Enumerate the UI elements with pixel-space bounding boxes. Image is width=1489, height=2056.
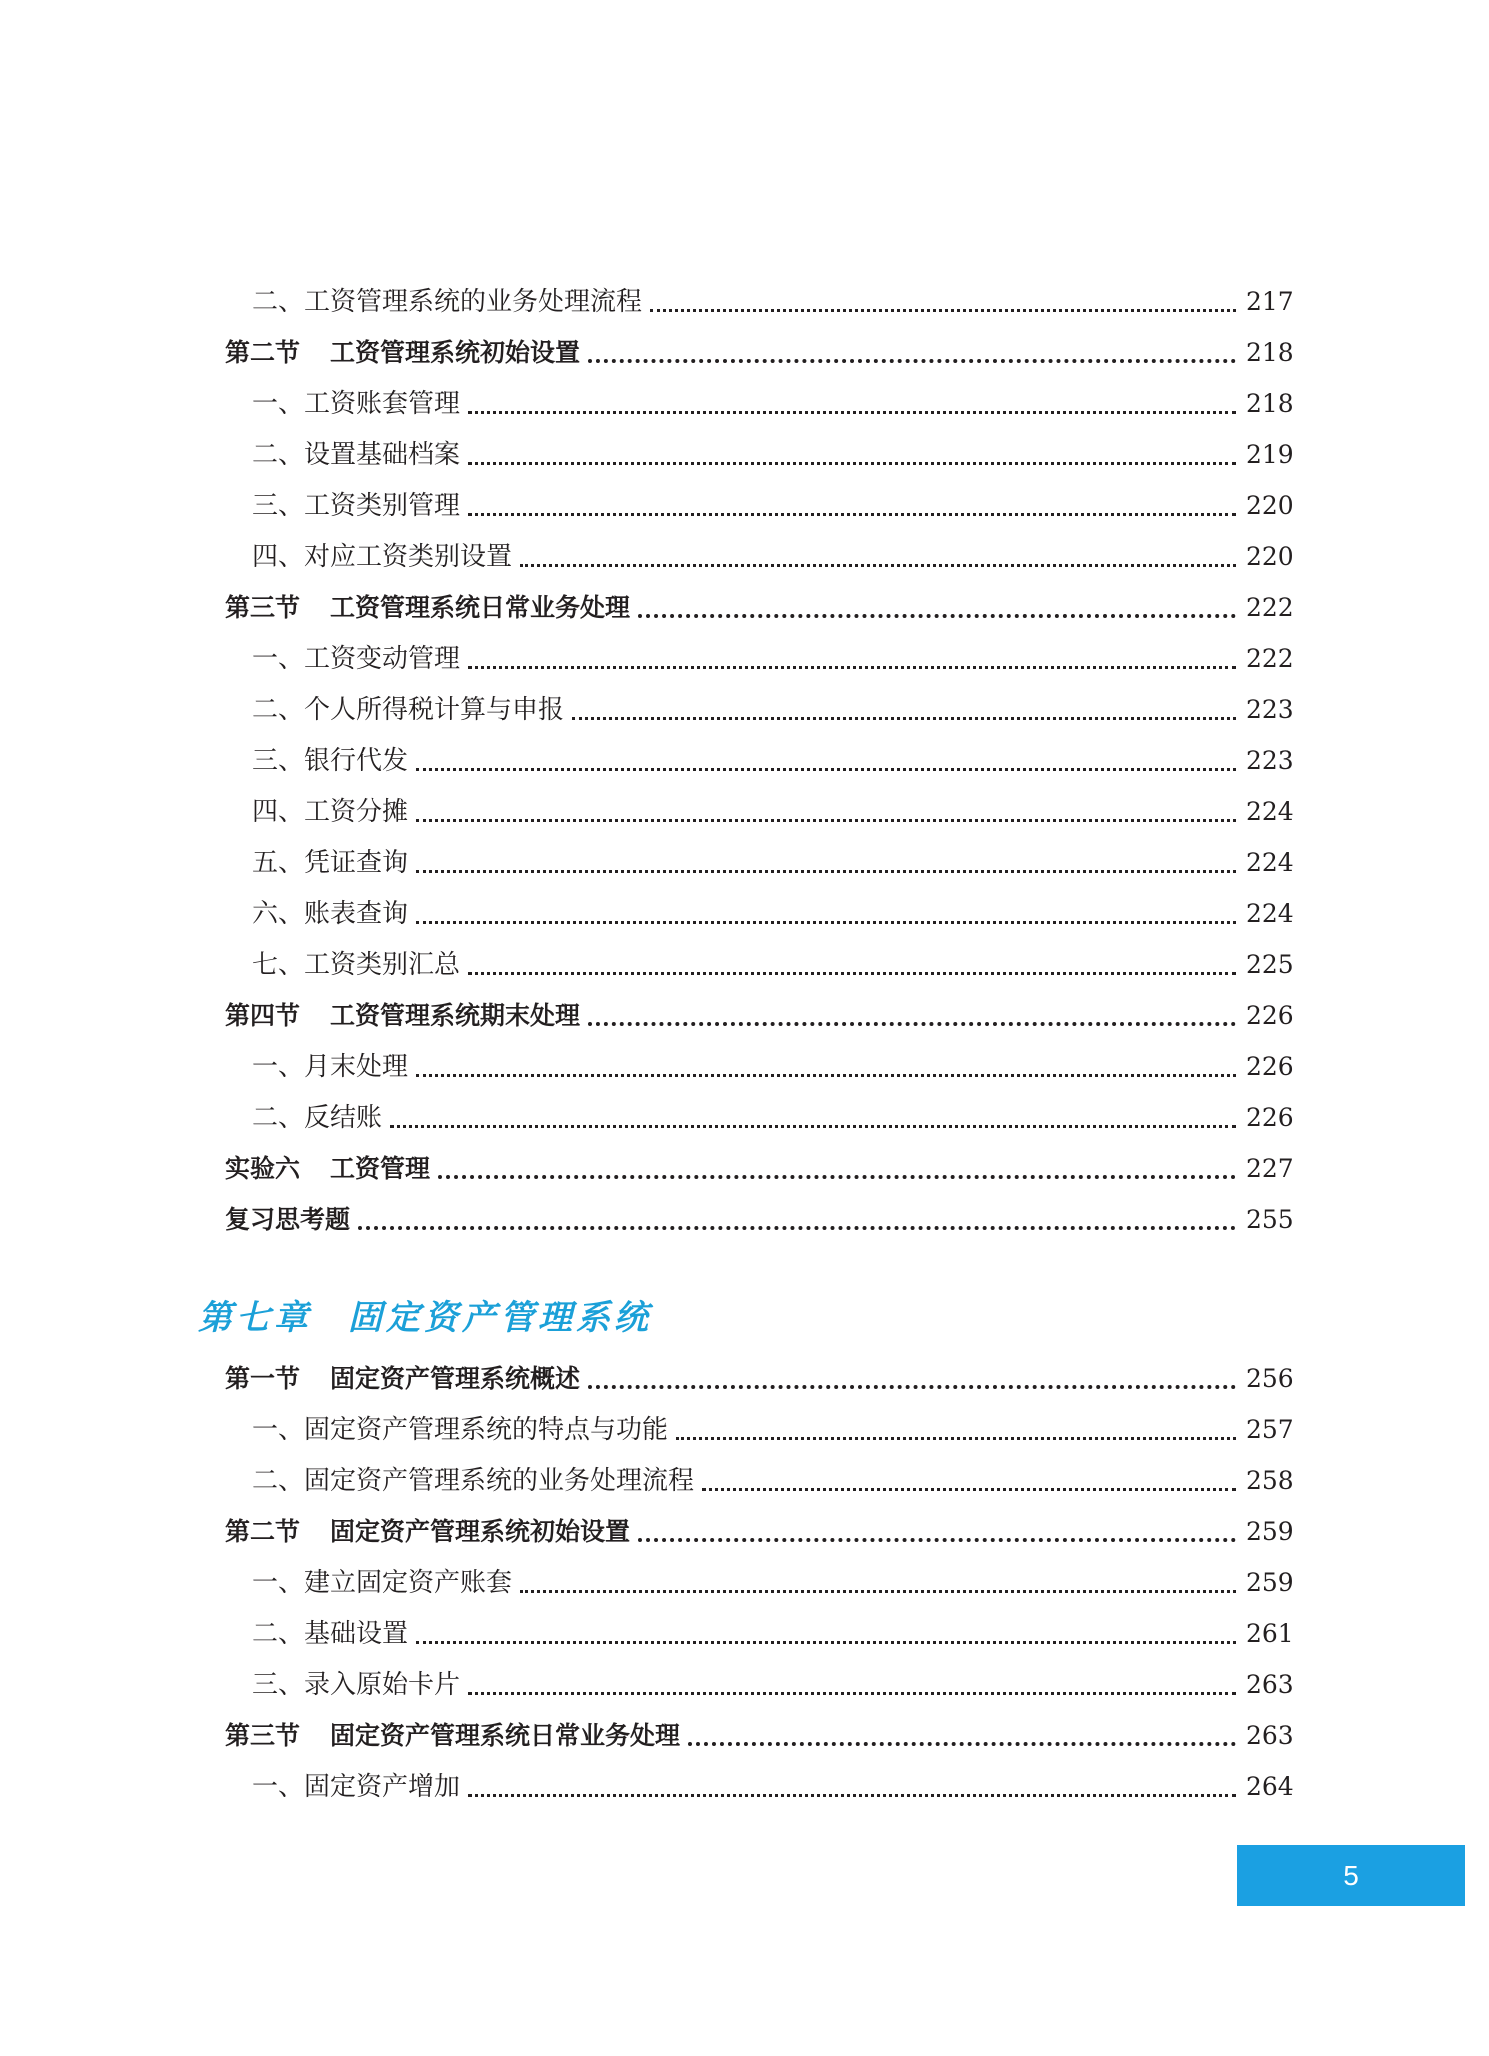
toc-section-title	[225, 996, 580, 1036]
toc-entry[interactable]	[252, 435, 1294, 475]
dot-leader	[468, 462, 1236, 465]
dot-leader	[520, 1590, 1236, 1593]
toc-entry-title: 一、固定资产管理系统的特点与功能	[252, 1415, 669, 1445]
toc-section-label: 第三节	[225, 1721, 301, 1750]
toc-section-label: 第三节	[225, 593, 301, 622]
toc-entry-title: 二、工资管理系统的业务处理流程	[252, 287, 643, 317]
toc-entry-page: 226	[1246, 1103, 1294, 1132]
toc-section-label: 第二节	[225, 1517, 301, 1546]
toc-entry[interactable]	[252, 1665, 1294, 1705]
toc-section-name: 固定资产管理系统概述	[330, 1364, 581, 1393]
toc-entry-page: 256	[1246, 1364, 1294, 1393]
dot-leader	[572, 717, 1236, 720]
toc-entry[interactable]	[252, 894, 1294, 934]
toc-entry[interactable]	[252, 1047, 1294, 1087]
toc-section[interactable]	[225, 1359, 1294, 1399]
dot-leader	[676, 1437, 1236, 1440]
toc-entry[interactable]	[252, 1410, 1294, 1450]
toc-section-title: 复习思考题	[225, 1205, 351, 1234]
toc-entry-page: 220	[1246, 491, 1294, 520]
toc-entry[interactable]	[252, 1098, 1294, 1138]
dot-leader	[416, 1641, 1236, 1644]
toc-entry-title: 一、固定资产增加	[252, 1772, 461, 1802]
toc-entry-page: 217	[1246, 287, 1294, 316]
dot-leader	[638, 1538, 1236, 1542]
toc-entry-title: 五、凭证查询	[252, 848, 409, 878]
toc-section-title	[225, 1512, 630, 1552]
toc-entry-page: 255	[1246, 1205, 1294, 1234]
toc-entry-title: 二、设置基础档案	[252, 440, 461, 470]
dot-leader	[468, 972, 1236, 975]
toc-entry[interactable]	[252, 1767, 1294, 1807]
toc-entry[interactable]	[252, 537, 1294, 577]
toc-section-name: 工资管理系统初始设置	[330, 338, 581, 367]
toc-entry[interactable]	[252, 1563, 1294, 1603]
dot-leader	[468, 1692, 1236, 1695]
toc-entry[interactable]	[252, 384, 1294, 424]
toc-section-name: 工资管理	[330, 1154, 431, 1183]
toc-entry[interactable]	[252, 282, 1294, 322]
toc-entry-title: 三、银行代发	[252, 746, 409, 776]
toc-entry-title: 一、建立固定资产账套	[252, 1568, 513, 1598]
toc-section-title	[225, 333, 580, 373]
toc-entry-page: 263	[1246, 1721, 1294, 1750]
toc-section[interactable]	[225, 996, 1294, 1036]
page-number-tab	[1237, 1845, 1465, 1906]
toc-entry-page: 261	[1246, 1619, 1294, 1648]
toc-entry-title: 三、工资类别管理	[252, 491, 461, 521]
toc-entry-page: 257	[1246, 1415, 1294, 1444]
dot-leader	[588, 1022, 1236, 1026]
chapter-title: 固定资产管理系统	[348, 1298, 652, 1338]
dot-leader	[416, 819, 1236, 822]
toc-entry[interactable]	[252, 843, 1294, 883]
toc-entry[interactable]	[252, 639, 1294, 679]
toc-entry-page: 220	[1246, 542, 1294, 571]
toc-entry-page: 222	[1246, 593, 1294, 622]
dot-leader	[390, 1125, 1236, 1128]
dot-leader	[588, 359, 1236, 363]
toc-section[interactable]	[225, 1716, 1294, 1756]
toc-section-label: 第二节	[225, 338, 301, 367]
toc-section-title	[225, 1716, 680, 1756]
toc-entry-page: 223	[1246, 746, 1294, 775]
toc-entry-page: 218	[1246, 389, 1294, 418]
toc-entry-title: 二、基础设置	[252, 1619, 409, 1649]
toc-entry-page: 222	[1246, 644, 1294, 673]
dot-leader	[520, 564, 1236, 567]
toc-section[interactable]	[225, 1200, 1294, 1240]
toc-entry-title: 二、个人所得税计算与申报	[252, 695, 565, 725]
toc-section-title	[225, 588, 630, 628]
dot-leader	[358, 1226, 1236, 1230]
toc-section-name: 固定资产管理系统初始设置	[330, 1517, 631, 1546]
toc-entry[interactable]	[252, 792, 1294, 832]
dot-leader	[588, 1385, 1236, 1389]
toc-section-title	[225, 1359, 580, 1399]
dot-leader	[468, 1794, 1236, 1797]
dot-leader	[416, 1074, 1236, 1077]
page-number: 5	[1343, 1859, 1359, 1891]
toc-entry-title: 一、工资账套管理	[252, 389, 461, 419]
toc-entry-page: 223	[1246, 695, 1294, 724]
toc-entry-title: 三、录入原始卡片	[252, 1670, 461, 1700]
dot-leader	[688, 1742, 1236, 1746]
toc-entry-title: 二、反结账	[252, 1103, 383, 1133]
toc-entry-page: 224	[1246, 899, 1294, 928]
dot-leader	[702, 1488, 1236, 1491]
toc-entry[interactable]	[252, 741, 1294, 781]
toc-entry-title: 一、工资变动管理	[252, 644, 461, 674]
chapter-label: 第七章	[198, 1298, 312, 1338]
toc-section-name: 固定资产管理系统日常业务处理	[330, 1721, 681, 1750]
toc-entry[interactable]	[252, 486, 1294, 526]
toc-entry-title: 一、月末处理	[252, 1052, 409, 1082]
toc-section[interactable]	[225, 333, 1294, 373]
dot-leader	[638, 614, 1236, 618]
dot-leader	[416, 870, 1236, 873]
dot-leader	[416, 921, 1236, 924]
toc-entry-title: 六、账表查询	[252, 899, 409, 929]
toc-entry-page: 264	[1246, 1772, 1294, 1801]
toc-entry-page: 219	[1246, 440, 1294, 469]
toc-entry-page: 259	[1246, 1517, 1294, 1546]
dot-leader	[416, 768, 1236, 771]
dot-leader	[468, 666, 1236, 669]
dot-leader	[650, 309, 1236, 312]
toc-entry[interactable]	[252, 1614, 1294, 1654]
chapter-heading[interactable]	[198, 1288, 652, 1348]
toc-entry-page: 226	[1246, 1052, 1294, 1081]
toc-section-name: 工资管理系统日常业务处理	[330, 593, 631, 622]
toc-entry-page: 227	[1246, 1154, 1294, 1183]
toc-entry-title: 七、工资类别汇总	[252, 950, 461, 980]
toc-entry-page: 226	[1246, 1001, 1294, 1030]
toc-entry-title: 四、对应工资类别设置	[252, 542, 513, 572]
toc-section-title	[225, 1149, 430, 1189]
toc-entry-page: 218	[1246, 338, 1294, 367]
toc-entry-page: 263	[1246, 1670, 1294, 1699]
toc-section[interactable]	[225, 1512, 1294, 1552]
toc-entry[interactable]	[252, 1461, 1294, 1501]
toc-entry[interactable]	[252, 945, 1294, 985]
dot-leader	[468, 411, 1236, 414]
toc-entry[interactable]	[252, 690, 1294, 730]
toc-entry-page: 258	[1246, 1466, 1294, 1495]
toc-entry-page: 224	[1246, 848, 1294, 877]
toc-entry-page: 225	[1246, 950, 1294, 979]
toc-entry-page: 259	[1246, 1568, 1294, 1597]
toc-section-label: 第四节	[225, 1001, 301, 1030]
toc-entry-title: 二、固定资产管理系统的业务处理流程	[252, 1466, 695, 1496]
toc-section[interactable]	[225, 588, 1294, 628]
toc-entry-page: 224	[1246, 797, 1294, 826]
toc-section-label: 第一节	[225, 1364, 301, 1393]
toc-section-name: 工资管理系统期末处理	[330, 1001, 581, 1030]
toc-entry-title: 四、工资分摊	[252, 797, 409, 827]
dot-leader	[438, 1175, 1236, 1179]
toc-section-label: 实验六	[225, 1154, 301, 1183]
toc-section[interactable]	[225, 1149, 1294, 1189]
dot-leader	[468, 513, 1236, 516]
